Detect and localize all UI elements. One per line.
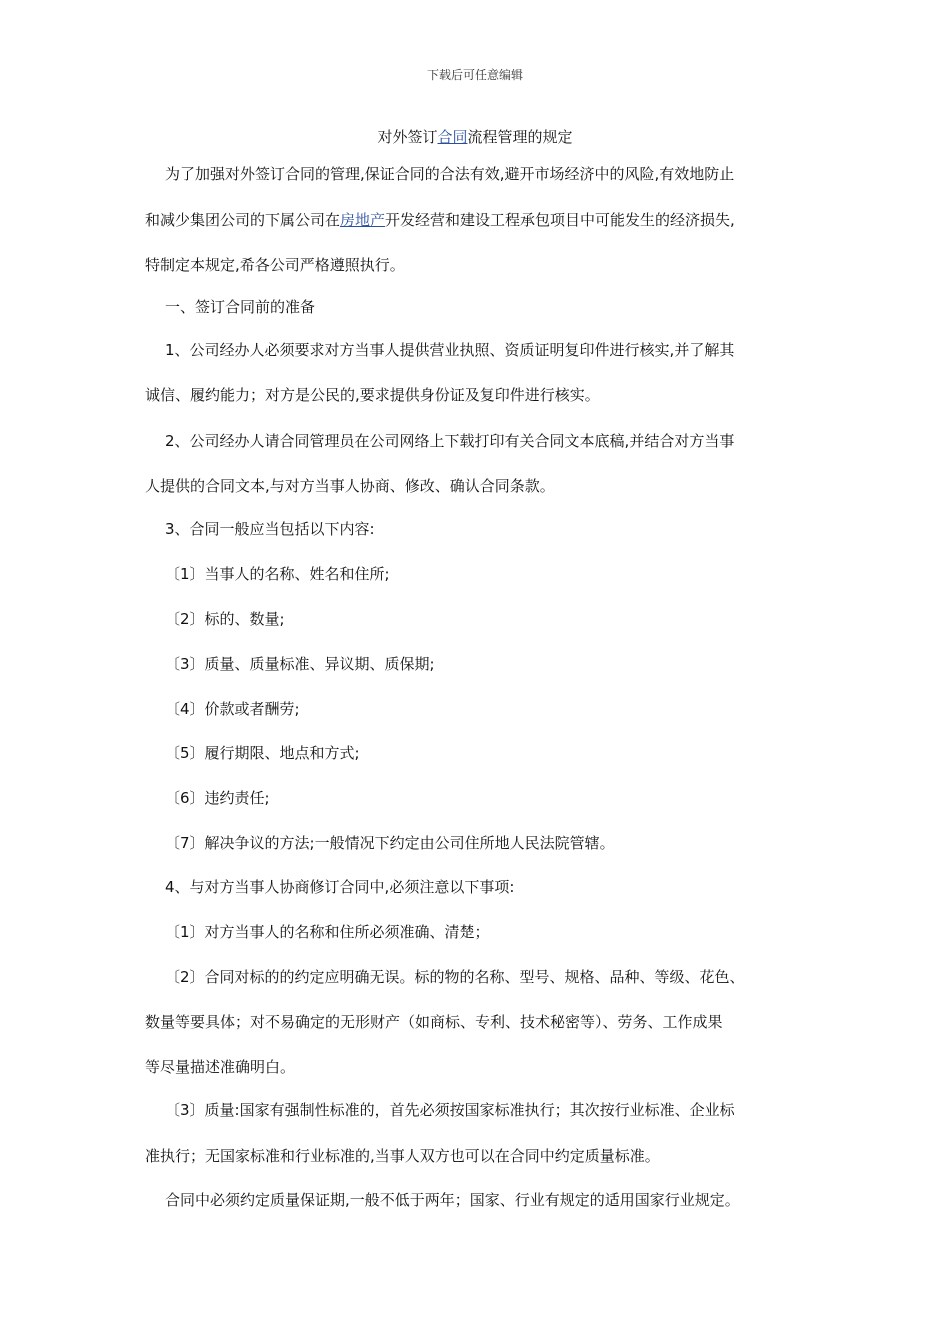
intro-line-2-prefix: 和减少集团公司的下属公司在 (145, 211, 341, 229)
real-estate-link[interactable]: 房地产 (340, 211, 386, 229)
item-4: 4、与对方当事人协商修订合同中,必须注意以下事项: (165, 878, 515, 896)
document-title (0, 126, 950, 147)
item-3: 3、合同一般应当包括以下内容: (165, 520, 375, 538)
item-3-sub-4: 〔4〕价款或者酬劳; (165, 700, 300, 718)
warranty-paragraph: 合同中必须约定质量保证期,一般不低于两年；国家、行业有规定的适用国家行业规定。 (165, 1191, 740, 1209)
title-link-contract[interactable]: 合同 (437, 128, 468, 146)
item-3-sub-5: 〔5〕履行期限、地点和方式; (165, 744, 360, 762)
item-3-sub-2: 〔2〕标的、数量; (165, 610, 285, 628)
item-2-line-2: 人提供的合同文本,与对方当事人协商、修改、确认合同条款。 (145, 477, 555, 495)
intro-line-2 (145, 210, 825, 230)
item-4-sub-3-line-1: 〔3〕质量:国家有强制性标准的，首先必须按国家标准执行；其次按行业标准、企业标 (165, 1101, 735, 1119)
title-prefix: 对外签订 (377, 128, 438, 146)
item-4-sub-1: 〔1〕对方当事人的名称和住所必须准确、清楚； (165, 923, 490, 941)
title-suffix: 流程管理的规定 (467, 128, 573, 146)
section-heading: 一、签订合同前的准备 (165, 298, 316, 316)
header-note: 下载后可任意编辑 (426, 68, 523, 82)
item-3-sub-6: 〔6〕违约责任; (165, 789, 270, 807)
item-4-sub-2-line-2: 数量等要具体；对不易确定的无形财产（如商标、专利、技术秘密等）、劳务、工作成果 (145, 1013, 723, 1031)
item-1-line-1: 1、公司经办人必须要求对方当事人提供营业执照、资质证明复印件进行核实,并了解其 (165, 341, 735, 359)
item-4-sub-2-line-1: 〔2〕合同对标的的约定应明确无误。标的物的名称、型号、规格、品种、等级、花色、 (165, 968, 745, 986)
item-4-sub-3-line-2: 准执行；无国家标准和行业标准的,当事人双方也可以在合同中约定质量标准。 (145, 1147, 660, 1165)
item-4-sub-2-line-3: 等尽量描述准确明白。 (145, 1058, 296, 1076)
intro-line-2-suffix: 开发经营和建设工程承包项目中可能发生的经济损失, (385, 211, 735, 229)
item-2-line-1: 2、公司经办人请合同管理员在公司网络上下载打印有关合同文本底稿,并结合对方当事 (165, 432, 735, 450)
item-3-sub-3: 〔3〕质量、质量标准、异议期、质保期; (165, 655, 435, 673)
intro-line-3: 特制定本规定,希各公司严格遵照执行。 (145, 256, 405, 274)
intro-line-1: 为了加强对外签订合同的管理,保证合同的合法有效,避开市场经济中的风险,有效地防止 (165, 165, 735, 183)
item-3-sub-7: 〔7〕解决争议的方法;一般情况下约定由公司住所地人民法院管辖。 (165, 834, 615, 852)
item-1-line-2: 诚信、履约能力；对方是公民的,要求提供身份证及复印件进行核实。 (145, 386, 600, 404)
item-3-sub-1: 〔1〕当事人的名称、姓名和住所; (165, 565, 390, 583)
